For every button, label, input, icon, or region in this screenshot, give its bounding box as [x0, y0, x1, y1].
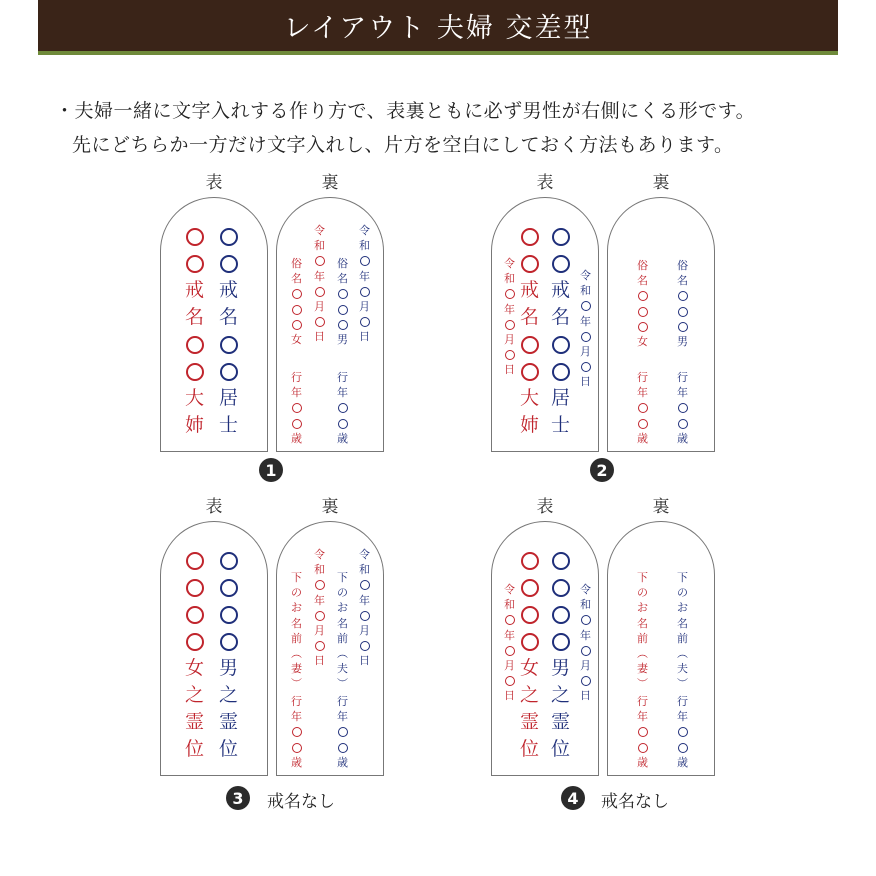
- back-tablet: [276, 197, 384, 452]
- female-name: 俗 名 女: [291, 257, 302, 346]
- male-front-text: 男 之 霊 位: [551, 547, 570, 763]
- back-tablet: [607, 521, 715, 776]
- front-tablet: [491, 521, 599, 776]
- description: [55, 94, 855, 162]
- front-label: 表: [205, 497, 223, 517]
- male-age: 行 年 歳: [337, 695, 348, 769]
- female-front-text: 戒 名 大 姉: [520, 223, 539, 439]
- female-front-text: 戒 名 大 姉: [185, 223, 204, 439]
- back-tablet: [276, 521, 384, 776]
- back-tablet: [607, 197, 715, 452]
- no-kaimyo-note: 戒名なし: [601, 792, 669, 812]
- description-line-2: 先にどちらか一方だけ文字入れし、片方を空白にしておく方法もあります。: [72, 134, 734, 156]
- front-label: 表: [536, 497, 554, 517]
- male-age: 行 年 歳: [677, 695, 688, 769]
- female-date: 令 和 年 月 日: [504, 257, 515, 377]
- badge-1: 1: [259, 458, 283, 482]
- front-label: 表: [536, 173, 554, 193]
- front-tablet: [160, 197, 268, 452]
- female-date: 令 和 年 月 日: [314, 224, 325, 344]
- back-label: 裏: [652, 173, 670, 193]
- female-age: 行 年 歳: [291, 371, 302, 445]
- badge-3: 3: [226, 786, 250, 810]
- male-date: 令 和 年 月 日: [580, 269, 591, 389]
- female-name: 下 の お 名 前 ︵ 妻 ︶: [637, 571, 648, 691]
- male-name: 俗 名 男: [677, 259, 688, 348]
- female-name: 俗 名 女: [637, 259, 648, 348]
- female-name: 下 の お 名 前 ︵ 妻 ︶: [291, 571, 302, 691]
- description-line-1: ・夫婦一緒に文字入れする作り方で、表裏ともに必ず男性が右側にくる形です。: [55, 100, 756, 122]
- male-date: 令 和 年 月 日: [359, 224, 370, 344]
- badge-4: 4: [561, 786, 585, 810]
- male-age: 行 年 歳: [337, 371, 348, 445]
- male-front-text: 男 之 霊 位: [219, 547, 238, 763]
- female-date: 令 和 年 月 日: [504, 583, 515, 703]
- female-age: 行 年 歳: [637, 371, 648, 445]
- back-label: 裏: [321, 173, 339, 193]
- no-kaimyo-note: 戒名なし: [267, 792, 335, 812]
- front-tablet: [160, 521, 268, 776]
- front-tablet: [491, 197, 599, 452]
- male-name: 俗 名 男: [337, 257, 348, 346]
- male-age: 行 年 歳: [677, 371, 688, 445]
- female-age: 行 年 歳: [291, 695, 302, 769]
- page-title: レイアウト 夫婦 交差型: [283, 13, 593, 44]
- male-name: 下 の お 名 前 ︵ 夫 ︶: [677, 571, 688, 691]
- male-date: 令 和 年 月 日: [580, 583, 591, 703]
- badge-2: 2: [590, 458, 614, 482]
- female-front-text: 女 之 霊 位: [520, 547, 539, 763]
- front-label: 表: [205, 173, 223, 193]
- male-date: 令 和 年 月 日: [359, 548, 370, 668]
- male-front-text: 戒 名 居 士: [551, 223, 570, 439]
- back-label: 裏: [652, 497, 670, 517]
- female-date: 令 和 年 月 日: [314, 548, 325, 668]
- back-label: 裏: [321, 497, 339, 517]
- female-front-text: 女 之 霊 位: [185, 547, 204, 763]
- female-age: 行 年 歳: [637, 695, 648, 769]
- male-name: 下 の お 名 前 ︵ 夫 ︶: [337, 571, 348, 691]
- title-banner: [38, 0, 838, 55]
- male-front-text: 戒 名 居 士: [219, 223, 238, 439]
